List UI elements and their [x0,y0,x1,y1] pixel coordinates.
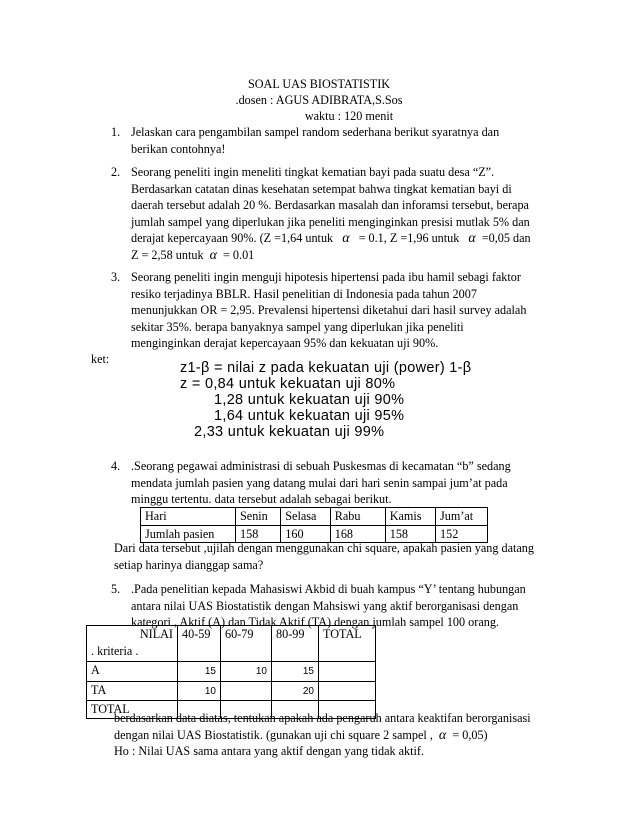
table-header: Jum’at [436,508,488,526]
q1-line: berikan contohnya! [131,141,226,156]
table-header: 80-99 [272,626,319,662]
q5-after-2a: dengan nilai UAS Biostatistik. (gunakan uji chi square 2 sampel , [114,727,433,742]
table-header: Rabu [330,508,385,526]
ket-line: 2,33 untuk kekuatan uji 99% [194,424,385,440]
q2-line [131,230,551,247]
q5-line: kategori , Aktif (A) dan Tidak Aktif (TA) dengan jumlah sampel 100 orang. [131,615,499,629]
q2-line6-a: Z = 2,58 untuk [131,247,204,262]
table-cell: 15 [272,662,319,682]
ket-label: ket: [91,352,110,366]
corner-top: NILAI [139,627,173,641]
q1-number: 1. [111,125,121,139]
alpha-symbol: α [438,727,447,743]
table-header: 40-59 [178,626,221,662]
q5-after-2b: = 0,05) [452,727,488,742]
table-header: 60-79 [221,626,272,662]
q1-text [131,124,551,157]
q2-line6-b: = 0.01 [223,247,255,262]
q2-line5-b: = 0.1, Z =1,96 untuk [358,231,460,245]
table-cell: TOTAL [87,701,178,719]
q4-text [131,458,551,508]
q3-line: resiko terjadinya BBLR. Hasil penelitian di Indonesia pada tahun 2007 [131,286,477,301]
q2-text [131,164,551,263]
table-cell: 15 [178,662,221,682]
ket-line: 1,28 untuk kekuatan uji 90% [214,392,405,408]
ket-line: z1-β = nilai z pada kekuatan uji (power) 1-β [180,360,472,376]
q4-after [114,540,554,573]
table-cell: TA [87,681,178,701]
q5-number: 5. [111,582,121,596]
table-cell: Jumlah pasien [141,525,236,543]
table-cell: A [87,662,178,682]
table-header: Hari [141,508,236,526]
q3-line: sekitar 35%. berapa banyaknya sampel yang diperlukan jika peneliti [131,319,464,334]
q4-line: minggu tertentu. data tersebut adalah sebagai berikut. [131,492,392,506]
q2-line: Berdasarkan catatan dinas kesehatan setempat bahwa tingkat kematian bayi di [131,181,512,196]
q3-line: menginginkan derajat kepercayaan 95% dan kekuatan uji 90%. [131,336,439,350]
table-cell: 20 [272,681,319,701]
table-cell [221,681,272,701]
q5-after-line [114,727,554,744]
table-header: TOTAL [319,626,376,662]
q2-line5-a: derajat kepercayaan 90%. (Z =1,64 untuk [131,231,334,245]
patients-table [140,507,488,543]
table-row [87,626,376,662]
q2-number: 2. [111,165,121,179]
q2-line: jumlah sampel yang diperlukan jika peneliti menginginkan presisi mutlak 5% dan [131,214,530,229]
table-cell: 10 [221,662,272,682]
doc-time: waktu : 120 menit [304,109,394,123]
q4-line: mendata jumlah pasien yang datang mulai dari hari senin sampai jum’at pada [131,475,508,490]
table-cell: 168 [330,525,385,543]
q5-text [131,581,551,631]
q1-line: Jelaskan cara pengambilan sampel random sederhana berikut syaratnya dan [131,125,500,139]
table-row [87,662,376,682]
q5-after-line: berdasarkan data diatas, tentukan apakah ada pengaruh antara keaktifan berorganisasi [114,711,531,725]
alpha-symbol: α [468,231,476,246]
q3-text [131,269,551,352]
table-cell: 158 [385,525,435,543]
table-cell [319,681,376,701]
table-cell: 158 [236,525,281,543]
table-cell: 152 [436,525,488,543]
q5-after-line: Ho : Nilai UAS sama antara yang aktif dengan yang tidak aktif. [114,744,425,758]
q5-line: .Pada penelitian kepada Mahasiswi Akbid di buah kampus “Y’ tentang hubungan [131,582,526,596]
alpha-symbol: α [342,231,350,246]
table-row [87,681,376,701]
q3-line: Seorang peneliti ingin menguji hipotesis hipertensi pada ibu hamil sebagi faktor [131,270,521,284]
table-row [141,508,488,526]
table-cell: 160 [281,525,330,543]
q4-number: 4. [111,459,121,473]
q2-line: Seorang peneliti ingin meneliti tingkat kematian bayi pada suatu desa “Z”. [131,165,495,179]
alpha-symbol: α [209,247,217,263]
table-cell: 10 [178,681,221,701]
table-header: Kamis [385,508,435,526]
q5-after [114,710,554,760]
q5-line: antara nilai UAS Biostatistik dengan Mahsiswi yang aktif berorganisasi dengan [131,598,519,613]
q4-line: .Seorang pegawai administrasi di sebuah Puskesmas di kecamatan “b” sedang [131,459,511,473]
table-header: Selasa [281,508,330,526]
q3-line: menunjukkan OR = 2,95. Prevalensi hipertensi diketahui dari hasil survey adalah [131,303,527,317]
table-cell [319,662,376,682]
nilai-table [86,625,376,719]
doc-lecturer: .dosen : AGUS ADIBRATA,S.Sos [235,93,403,107]
q2-line [131,247,551,264]
q4-after-line: Dari data tersebut ,ujilah dengan menggunakan chi square, apakah pasien yang datang [114,541,534,555]
table-header: Senin [236,508,281,526]
q4-after-line: setiap harinya dianggap sama? [114,557,264,572]
q2-line5-c: =0,05 dan [481,231,531,245]
ket-line: z = 0,84 untuk kekuatan uji 80% [180,376,396,392]
ket-line: 1,64 untuk kekuatan uji 95% [214,408,405,424]
q3-number: 3. [111,270,121,284]
q2-line: daerah tersebut adalah 20 %. Berdasarkan masalah dan inforamsi tersebut, berapa [131,198,529,212]
table-corner [87,626,178,662]
corner-bottom: . kriteria . [91,643,139,658]
doc-title: SOAL UAS BIOSTATISTIK [247,77,391,91]
